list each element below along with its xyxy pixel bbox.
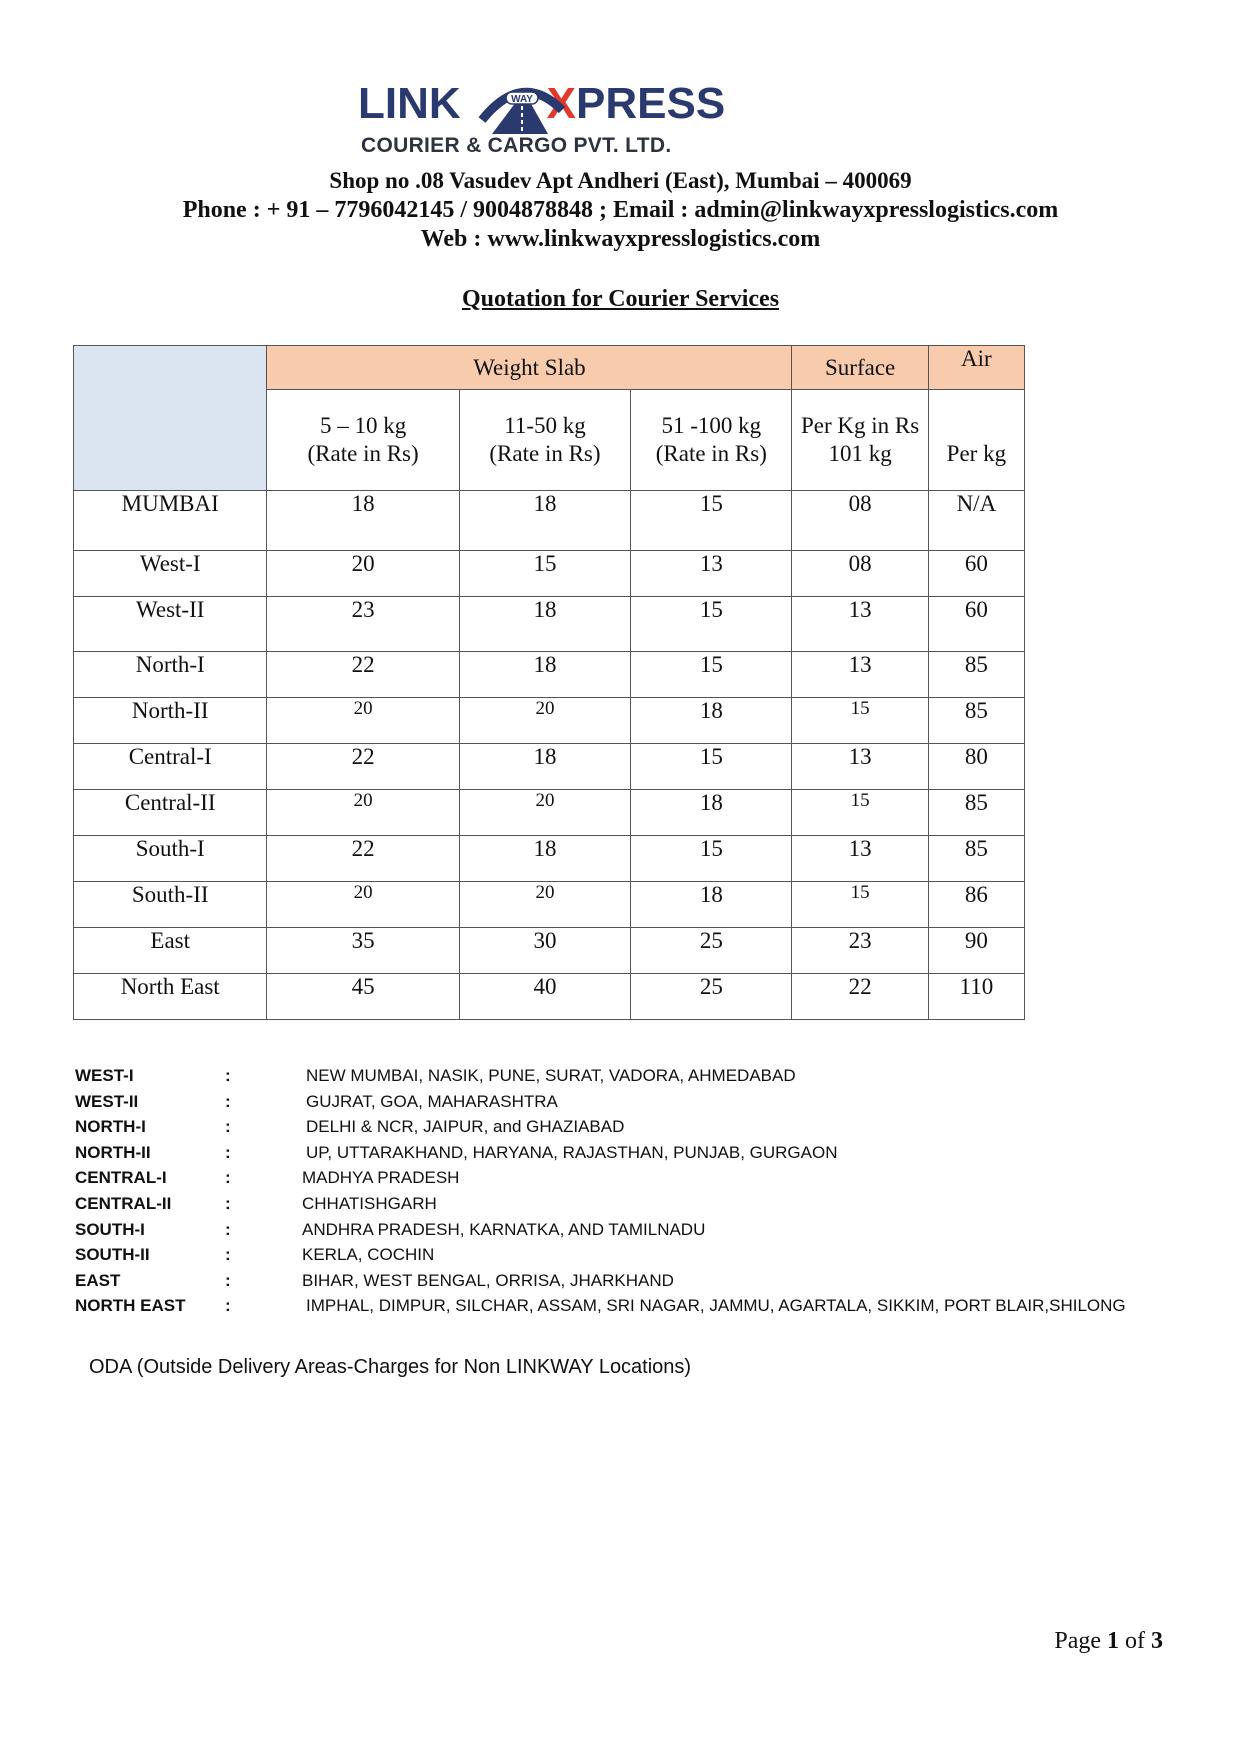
- rate-cell: 18: [459, 744, 630, 790]
- zone-separator: :: [225, 1270, 231, 1290]
- subheader-line: 11-50 kg: [504, 413, 586, 438]
- page-number: [1054, 1628, 1163, 1655]
- zone-cell: Central-II: [74, 790, 267, 836]
- logo-word-x: X: [546, 79, 577, 128]
- zone-cell: North-I: [74, 652, 267, 698]
- rate-cell: 45: [267, 974, 459, 1020]
- rate-cell: 18: [459, 836, 630, 882]
- zone-value: ANDHRA PRADESH, KARNATKA, AND TAMILNADU: [302, 1219, 706, 1239]
- table-row: [74, 597, 1025, 652]
- rate-cell: 15: [792, 790, 928, 836]
- oda-note: ODA (Outside Delivery Areas-Charges for Non LINKWAY Locations): [89, 1356, 692, 1378]
- subheader-line: 101 kg: [828, 441, 892, 466]
- rate-cell: 15: [631, 744, 792, 790]
- rate-cell: 20: [267, 698, 459, 744]
- rate-cell: 13: [792, 836, 928, 882]
- rate-cell: 08: [792, 491, 928, 551]
- zone-value: BIHAR, WEST BENGAL, ORRISA, JHARKHAND: [302, 1270, 674, 1290]
- rate-cell: 18: [631, 790, 792, 836]
- table-row: [74, 551, 1025, 597]
- zone-cell: West-II: [74, 597, 267, 652]
- table-row: [74, 836, 1025, 882]
- rate-cell: 25: [631, 974, 792, 1020]
- zone-key: NORTH-II: [75, 1142, 151, 1162]
- rate-cell: N/A: [928, 491, 1024, 551]
- rate-cell: 08: [792, 551, 928, 597]
- zone-separator: :: [225, 1296, 231, 1316]
- road-emblem-icon: [476, 76, 568, 136]
- subheader-line: 51 -100 kg: [661, 413, 762, 438]
- rate-cell: 20: [267, 882, 459, 928]
- rate-cell: 22: [267, 836, 459, 882]
- rate-cell: 20: [459, 882, 630, 928]
- subheader-line: 5 – 10 kg: [319, 413, 407, 438]
- zone-separator: :: [225, 1142, 231, 1162]
- table-corner-cell: [74, 346, 267, 491]
- rate-cell: 15: [631, 836, 792, 882]
- zone-key: CENTRAL-I: [75, 1168, 167, 1188]
- subheader-air-per-kg: [928, 390, 1024, 491]
- rate-cell: 18: [459, 491, 630, 551]
- rate-cell: 60: [928, 597, 1024, 652]
- subheader-11-50kg: [459, 390, 630, 491]
- logo-word-left: LINK: [358, 79, 461, 128]
- page-of-word: of: [1125, 1628, 1145, 1654]
- subheader-line: (Rate in Rs): [489, 441, 601, 466]
- logo-emblem-text: WAY: [511, 94, 533, 105]
- zone-separator: :: [225, 1117, 231, 1137]
- zone-value: CHHATISHGARH: [302, 1193, 437, 1213]
- zone-key: WEST-II: [75, 1091, 139, 1111]
- page-word: Page: [1054, 1628, 1101, 1654]
- table-row: [74, 744, 1025, 790]
- subheader-line: (Rate in Rs): [307, 441, 419, 466]
- rate-cell: 22: [267, 744, 459, 790]
- rate-cell: 85: [928, 698, 1024, 744]
- rate-cell: 15: [631, 652, 792, 698]
- table-row: [74, 928, 1025, 974]
- rate-cell: 18: [631, 698, 792, 744]
- zone-cell: West-I: [74, 551, 267, 597]
- zone-separator: :: [225, 1091, 231, 1111]
- zone-value: GUJRAT, GOA, MAHARASHTRA: [306, 1091, 558, 1111]
- zone-key: SOUTH-II: [75, 1245, 150, 1265]
- rate-cell: 35: [267, 928, 459, 974]
- zone-separator: :: [225, 1193, 231, 1213]
- zone-cell: North-II: [74, 698, 267, 744]
- rate-cell: 18: [267, 491, 459, 551]
- logo-subtitle: COURIER & CARGO PVT. LTD.: [361, 134, 672, 157]
- zone-key: NORTH-I: [75, 1117, 146, 1137]
- rate-cell: 18: [459, 652, 630, 698]
- rate-cell: 60: [928, 551, 1024, 597]
- zone-value: MADHYA PRADESH: [302, 1168, 460, 1188]
- zone-value: KERLA, COCHIN: [302, 1245, 435, 1265]
- zone-value: UP, UTTARAKHAND, HARYANA, RAJASTHAN, PUNJAB, GURGAON: [306, 1142, 838, 1162]
- rate-cell: 15: [631, 491, 792, 551]
- page-current: 1: [1107, 1628, 1119, 1654]
- rate-cell: 22: [267, 652, 459, 698]
- subheader-51-100kg: [631, 390, 792, 491]
- table-row: [74, 652, 1025, 698]
- zone-cell: North East: [74, 974, 267, 1020]
- zone-key: SOUTH-I: [75, 1219, 145, 1239]
- rate-cell: 15: [792, 698, 928, 744]
- logo-word-right: PRESS: [576, 79, 726, 128]
- table-row: [74, 882, 1025, 928]
- rate-cell: 18: [631, 882, 792, 928]
- zone-value: DELHI & NCR, JAIPUR, and GHAZIABAD: [306, 1117, 625, 1137]
- rate-cell: 20: [459, 790, 630, 836]
- subheader-5-10kg: [267, 390, 459, 491]
- table-row: [74, 790, 1025, 836]
- header-surface: Surface: [792, 346, 928, 390]
- zone-value: NEW MUMBAI, NASIK, PUNE, SURAT, VADORA, AHMEDABAD: [306, 1066, 796, 1085]
- rate-cell: 20: [459, 698, 630, 744]
- rate-cell: 23: [792, 928, 928, 974]
- web-line: Web : www.linkwayxpresslogistics.com: [420, 226, 821, 252]
- rate-cell: 30: [459, 928, 630, 974]
- zone-key: CENTRAL-II: [75, 1193, 172, 1213]
- contact-line: Phone : + 91 – 7796042145 / 9004878848 ; Email : admin@linkwayxpresslogistics.com: [182, 197, 1059, 223]
- zone-cell: Central-I: [74, 744, 267, 790]
- rate-cell: 22: [792, 974, 928, 1020]
- rate-cell: 20: [267, 551, 459, 597]
- header-weight-slab: Weight Slab: [267, 346, 792, 390]
- rate-cell: 90: [928, 928, 1024, 974]
- subheader-surface-per-kg: [792, 390, 928, 491]
- subheader-line: Per kg: [946, 441, 1007, 466]
- table-row: [74, 491, 1025, 551]
- rate-cell: 13: [792, 597, 928, 652]
- rate-cell: 85: [928, 836, 1024, 882]
- subheader-line: Per Kg in Rs: [801, 413, 920, 438]
- header-air: Air: [928, 346, 1024, 390]
- subheader-line: (Rate in Rs): [655, 441, 767, 466]
- rate-cell: 15: [631, 597, 792, 652]
- rate-cell: 23: [267, 597, 459, 652]
- zone-separator: :: [225, 1168, 231, 1188]
- zone-separator: :: [225, 1219, 231, 1239]
- rate-cell: 86: [928, 882, 1024, 928]
- zone-key: EAST: [75, 1270, 121, 1290]
- zone-key: NORTH EAST: [75, 1296, 186, 1316]
- rate-cell: 80: [928, 744, 1024, 790]
- rate-cell: 13: [792, 652, 928, 698]
- zone-key: WEST-I: [75, 1066, 134, 1085]
- rate-cell: 40: [459, 974, 630, 1020]
- zone-cell: South-II: [74, 882, 267, 928]
- zone-cell: East: [74, 928, 267, 974]
- rate-cell: 13: [631, 551, 792, 597]
- company-logo: [358, 76, 738, 166]
- rate-cell: 25: [631, 928, 792, 974]
- zone-value: IMPHAL, DIMPUR, SILCHAR, ASSAM, SRI NAGAR, JAMMU, AGARTALA, SIKKIM, PORT BLAIR,SHILONG: [306, 1296, 1126, 1316]
- zone-cell: South-I: [74, 836, 267, 882]
- table-row: [74, 698, 1025, 744]
- rate-cell: 18: [459, 597, 630, 652]
- quotation-title: Quotation for Courier Services: [461, 286, 780, 312]
- rate-cell: 85: [928, 652, 1024, 698]
- rate-cell: 15: [792, 882, 928, 928]
- rate-cell: 13: [792, 744, 928, 790]
- rate-table: [73, 345, 1025, 1020]
- address-line: Shop no .08 Vasudev Apt Andheri (East), Mumbai – 400069: [329, 168, 912, 193]
- rate-cell: 15: [459, 551, 630, 597]
- zone-cell: MUMBAI: [74, 491, 267, 551]
- page-total: 3: [1151, 1628, 1163, 1654]
- rate-cell: 85: [928, 790, 1024, 836]
- zone-separator: :: [225, 1245, 231, 1265]
- table-row: [74, 974, 1025, 1020]
- rate-cell: 20: [267, 790, 459, 836]
- rate-cell: 110: [928, 974, 1024, 1020]
- zone-separator: :: [225, 1066, 231, 1085]
